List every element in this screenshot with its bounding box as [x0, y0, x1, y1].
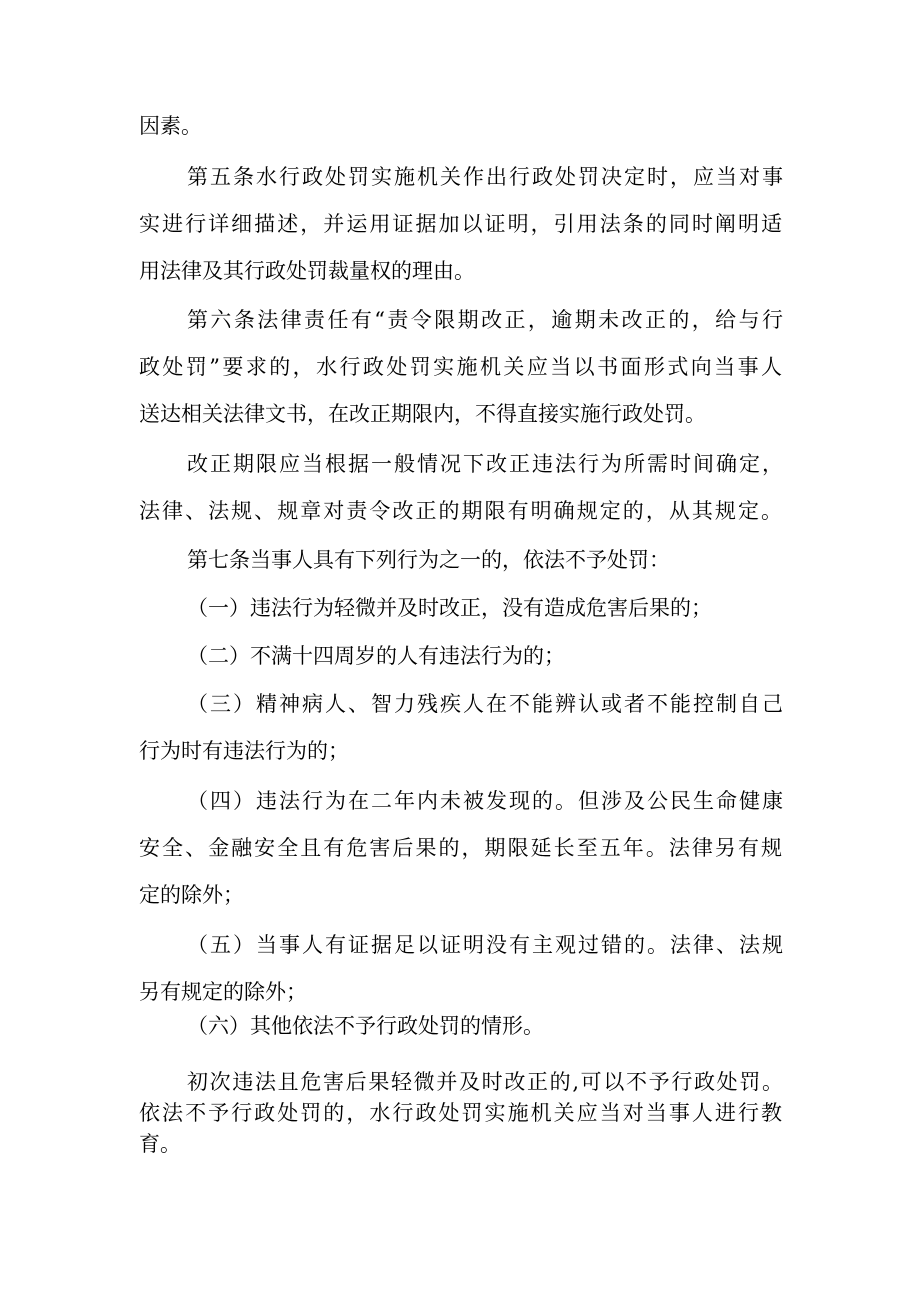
- list-item-4: 定的除外；: [139, 883, 244, 907]
- article-7-line: 第七条当事人具有下列行为之一的，依法不予处罚：: [187, 548, 670, 572]
- list-item-3: 行为时有违法行为的；: [139, 739, 349, 763]
- article-6-line: 送达相关法律文书，在改正期限内，不得直接实施行政处罚。: [139, 402, 706, 426]
- article-5-line: 用法律及其行政处罚裁量权的理由。: [139, 259, 475, 283]
- list-item-5: 另有规定的除外；: [139, 980, 307, 1004]
- article-6-line: 政处罚”要求的，水行政处罚实施机关应当以书面形式向当事人: [139, 355, 782, 379]
- list-item-6: （六）其他依法不予行政处罚的情形。: [187, 1014, 544, 1038]
- list-item-2: （二）不满十四周岁的人有违法行为的；: [187, 644, 565, 668]
- list-item-1: （一）违法行为轻微并及时改正，没有造成危害后果的；: [187, 596, 712, 620]
- correction-period-line: 改正期限应当根据一般情况下改正违法行为所需时间确定，: [187, 452, 783, 476]
- list-item-3: （三）精神病人、智力残疾人在不能辨认或者不能控制自己: [187, 692, 783, 716]
- list-item-4: 安全、金融安全且有危害后果的，期限延长至五年。法律另有规: [139, 836, 782, 860]
- first-offense-line: 初次违法且危害后果轻微并及时改正的,可以不予行政处罚。: [187, 1070, 783, 1094]
- first-offense-line: 依法不予行政处罚的，水行政处罚实施机关应当对当事人进行教: [139, 1101, 782, 1125]
- article-5-line: 第五条水行政处罚实施机关作出行政处罚决定时，应当对事: [187, 165, 783, 189]
- correction-period-line: 法律、法规、规章对责令改正的期限有明确规定的，从其规定。: [139, 499, 782, 523]
- article-6-line: 第六条法律责任有“责令限期改正，逾期未改正的，给与行: [187, 308, 783, 332]
- first-offense-line: 育。: [139, 1132, 181, 1156]
- list-item-5: （五）当事人有证据足以证明没有主观过错的。法律、法规: [187, 933, 783, 957]
- article-5-line: 实进行详细描述，并运用证据加以证明，引用法条的同时阐明适: [139, 212, 782, 236]
- text-line: 因素。: [139, 114, 202, 138]
- list-item-4: （四）违法行为在二年内未被发现的。但涉及公民生命健康: [187, 789, 783, 813]
